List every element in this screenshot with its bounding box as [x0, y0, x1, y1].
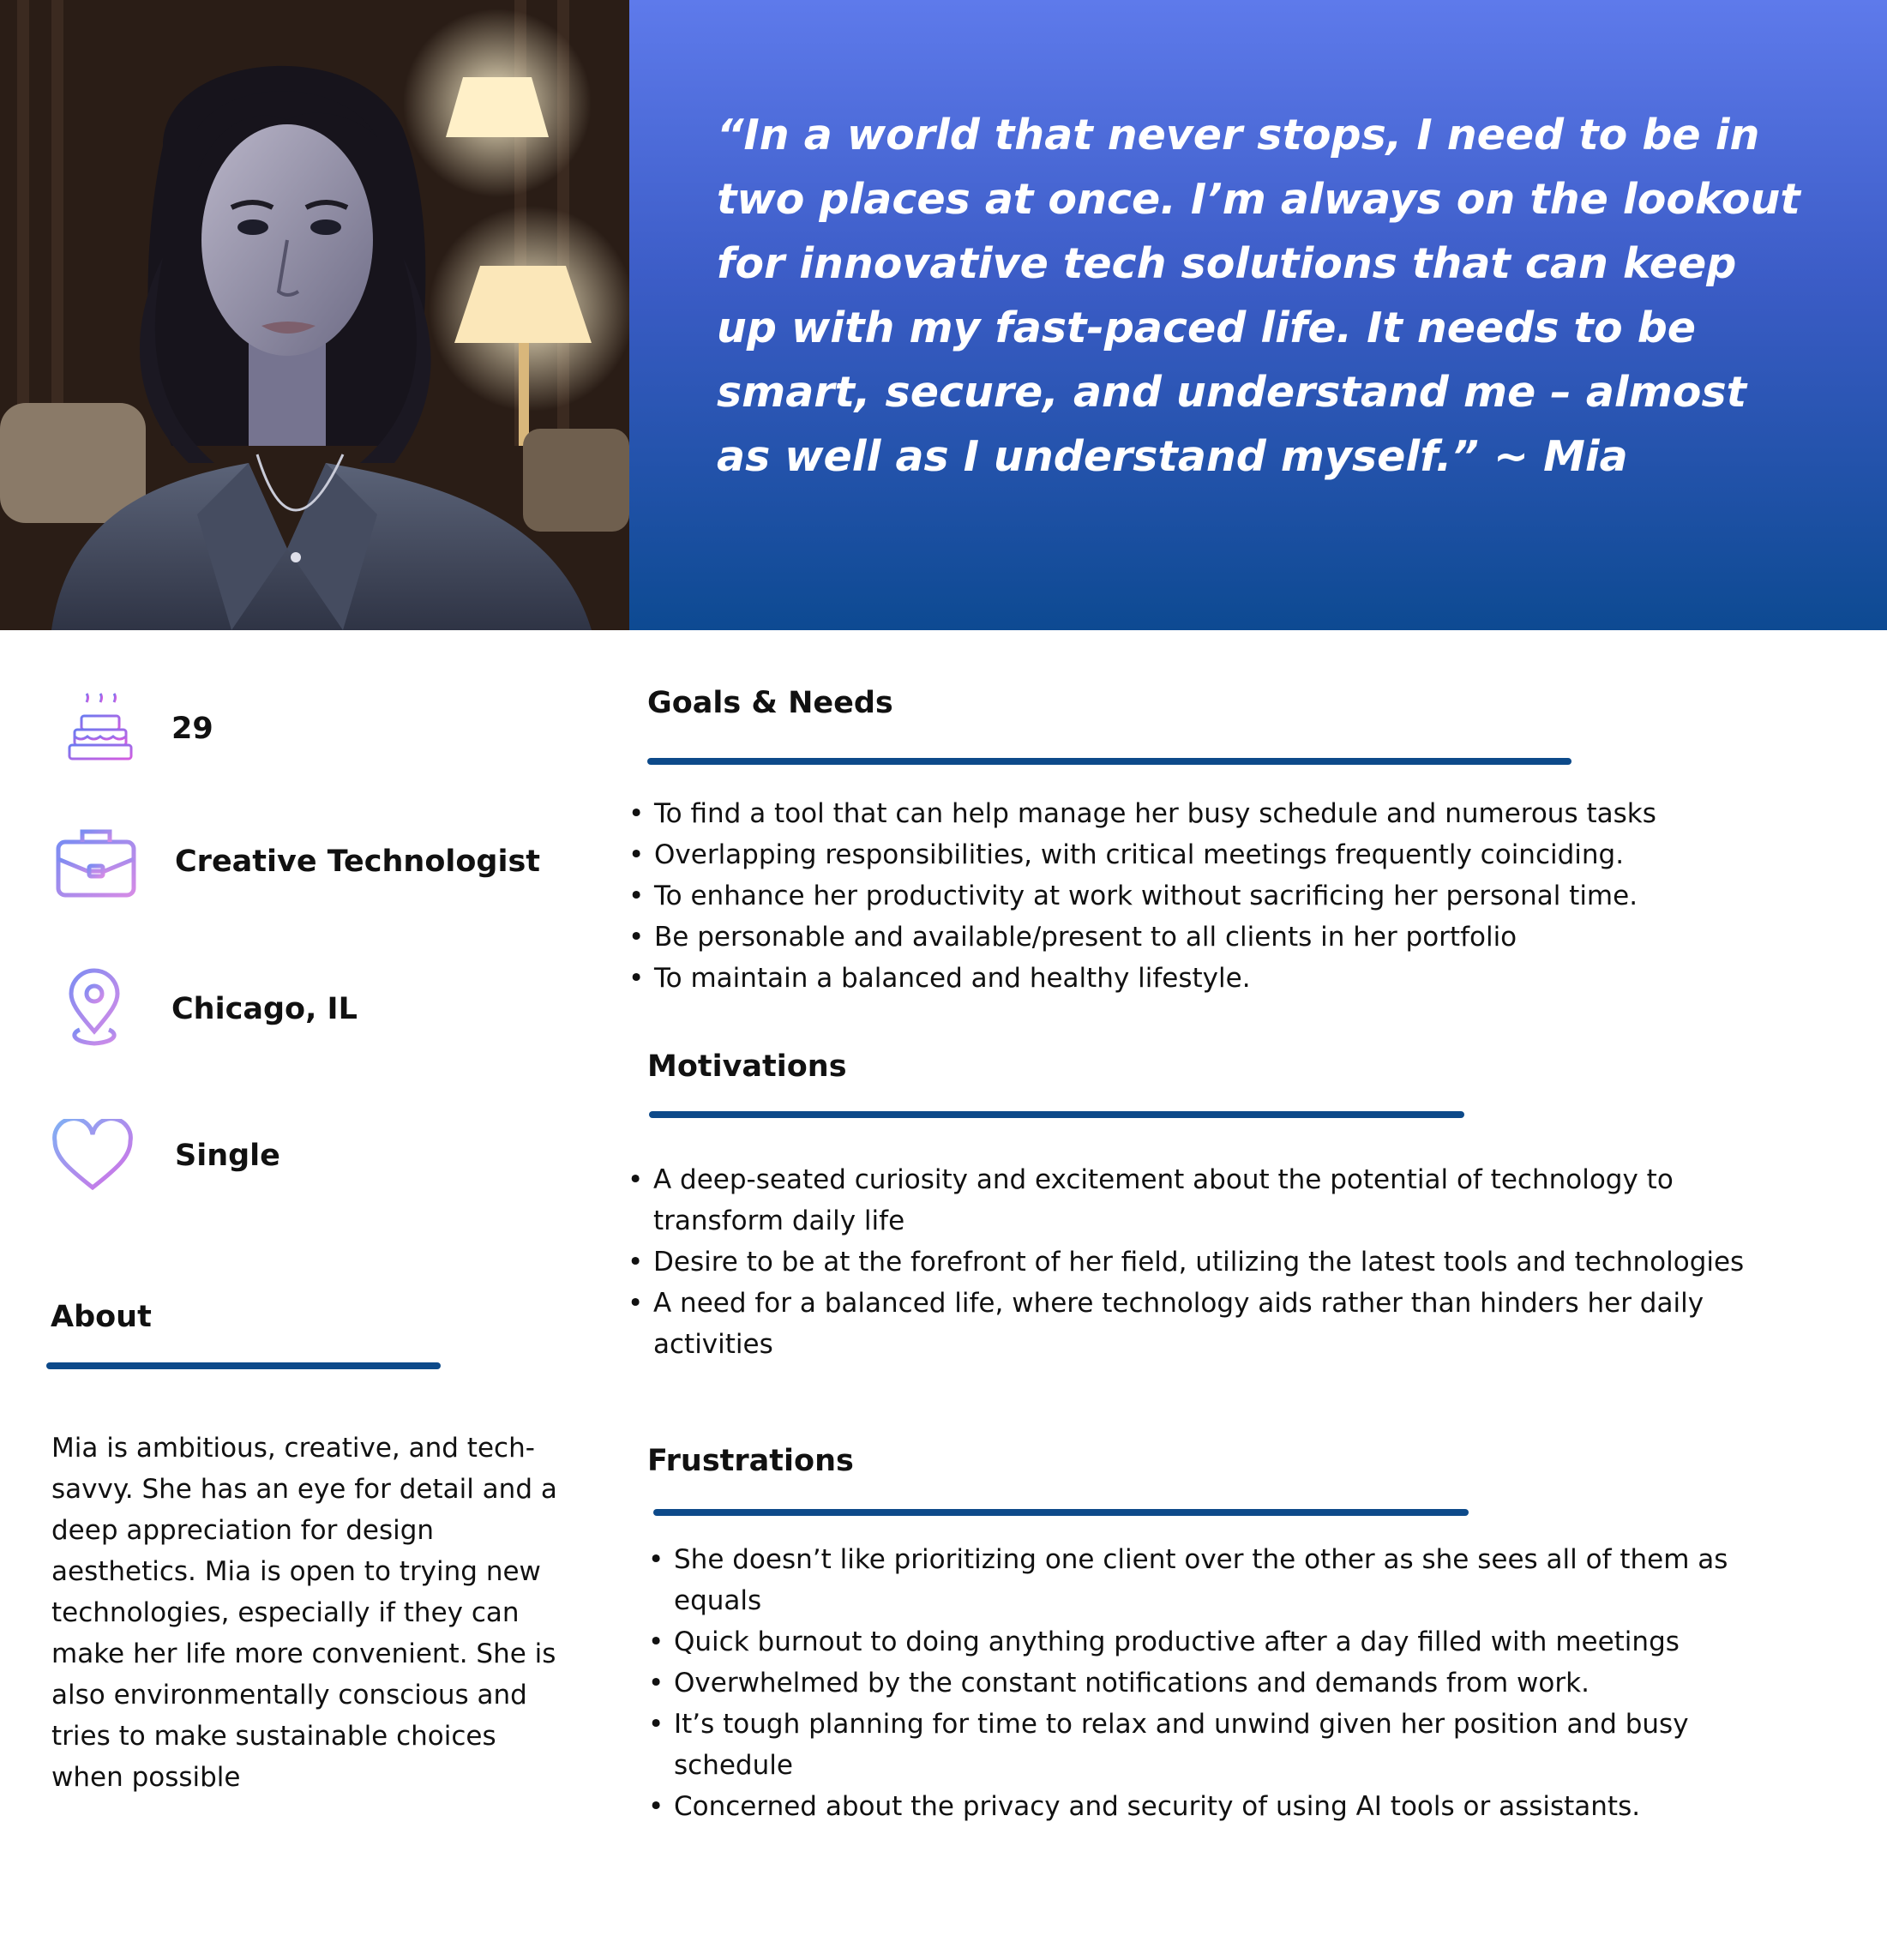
frustrations-heading: Frustrations	[647, 1444, 854, 1478]
frustrations-item: • Concerned about the privacy and security of using AI tools or assistants.	[648, 1786, 1780, 1827]
goals-heading: Goals & Needs	[647, 686, 893, 720]
frustrations-rule	[653, 1509, 1469, 1516]
persona-portrait-illustration	[0, 0, 629, 630]
occupation-value: Creative Technologist	[175, 845, 541, 879]
occupation-row	[53, 819, 540, 905]
frustrations-item: • Quick burnout to doing anything productive after a day filled with meetings	[648, 1621, 1780, 1662]
birthday-cake-icon	[58, 686, 144, 772]
goals-item: • To maintain a balanced and healthy lifestyle.	[628, 958, 1829, 999]
persona-photo	[0, 0, 629, 630]
goals-item: • To enhance her productivity at work without sacrificing her personal time.	[628, 875, 1829, 917]
relationship-value: Single	[175, 1139, 280, 1173]
frustrations-list	[648, 1539, 1780, 1827]
briefcase-icon	[53, 819, 139, 905]
location-pin-icon	[51, 966, 137, 1052]
persona-quote: “In a world that never stops, I need to be in two places at once. I’m always on the lookout for innovative tech solutions that can keep up with my fast-paced life. It needs to be smart, secure, and understand me – almost as well as I understand myself.” ~ Mia	[717, 111, 1800, 481]
motivations-item: • Desire to be at the forefront of her field, utilizing the latest tools and technologies	[628, 1242, 1776, 1283]
frustrations-item: • Overwhelmed by the constant notifications and demands from work.	[648, 1662, 1780, 1704]
motivations-item: • A deep-seated curiosity and excitement about the potential of technology to transform daily life	[628, 1159, 1776, 1242]
goals-list	[628, 793, 1829, 999]
about-text: Mia is ambitious, creative, and tech-savvy. She has an eye for detail and a deep appreciation for design aesthetics. Mia is open to trying new technologies, especially if they can make her life more convenient. She is also environmentally conscious and tries to make sustainable choices when possible	[51, 1433, 557, 1793]
motivations-heading: Motivations	[647, 1049, 847, 1084]
motivations-item: • A need for a balanced life, where technology aids rather than hinders her daily activities	[628, 1283, 1776, 1365]
age-value: 29	[171, 712, 213, 746]
age-row	[58, 686, 213, 772]
location-row	[51, 966, 358, 1052]
motivations-rule	[649, 1111, 1464, 1118]
frustrations-item: • She doesn’t like prioritizing one client over the other as she sees all of them as equals	[648, 1539, 1780, 1621]
goals-item: • To find a tool that can help manage her busy schedule and numerous tasks	[628, 793, 1829, 834]
quote-banner	[629, 0, 1887, 630]
about-rule	[46, 1362, 441, 1369]
frustrations-item: • It’s tough planning for time to relax and unwind given her position and busy schedule	[648, 1704, 1780, 1786]
motivations-list	[628, 1159, 1776, 1365]
relationship-row	[50, 1113, 280, 1199]
heart-icon	[50, 1113, 135, 1199]
goals-rule	[647, 758, 1571, 765]
goals-item: • Overlapping responsibilities, with critical meetings frequently coinciding.	[628, 834, 1829, 875]
about-heading: About	[51, 1300, 152, 1334]
location-value: Chicago, IL	[171, 992, 358, 1026]
goals-item: • Be personable and available/present to all clients in her portfolio	[628, 917, 1829, 958]
